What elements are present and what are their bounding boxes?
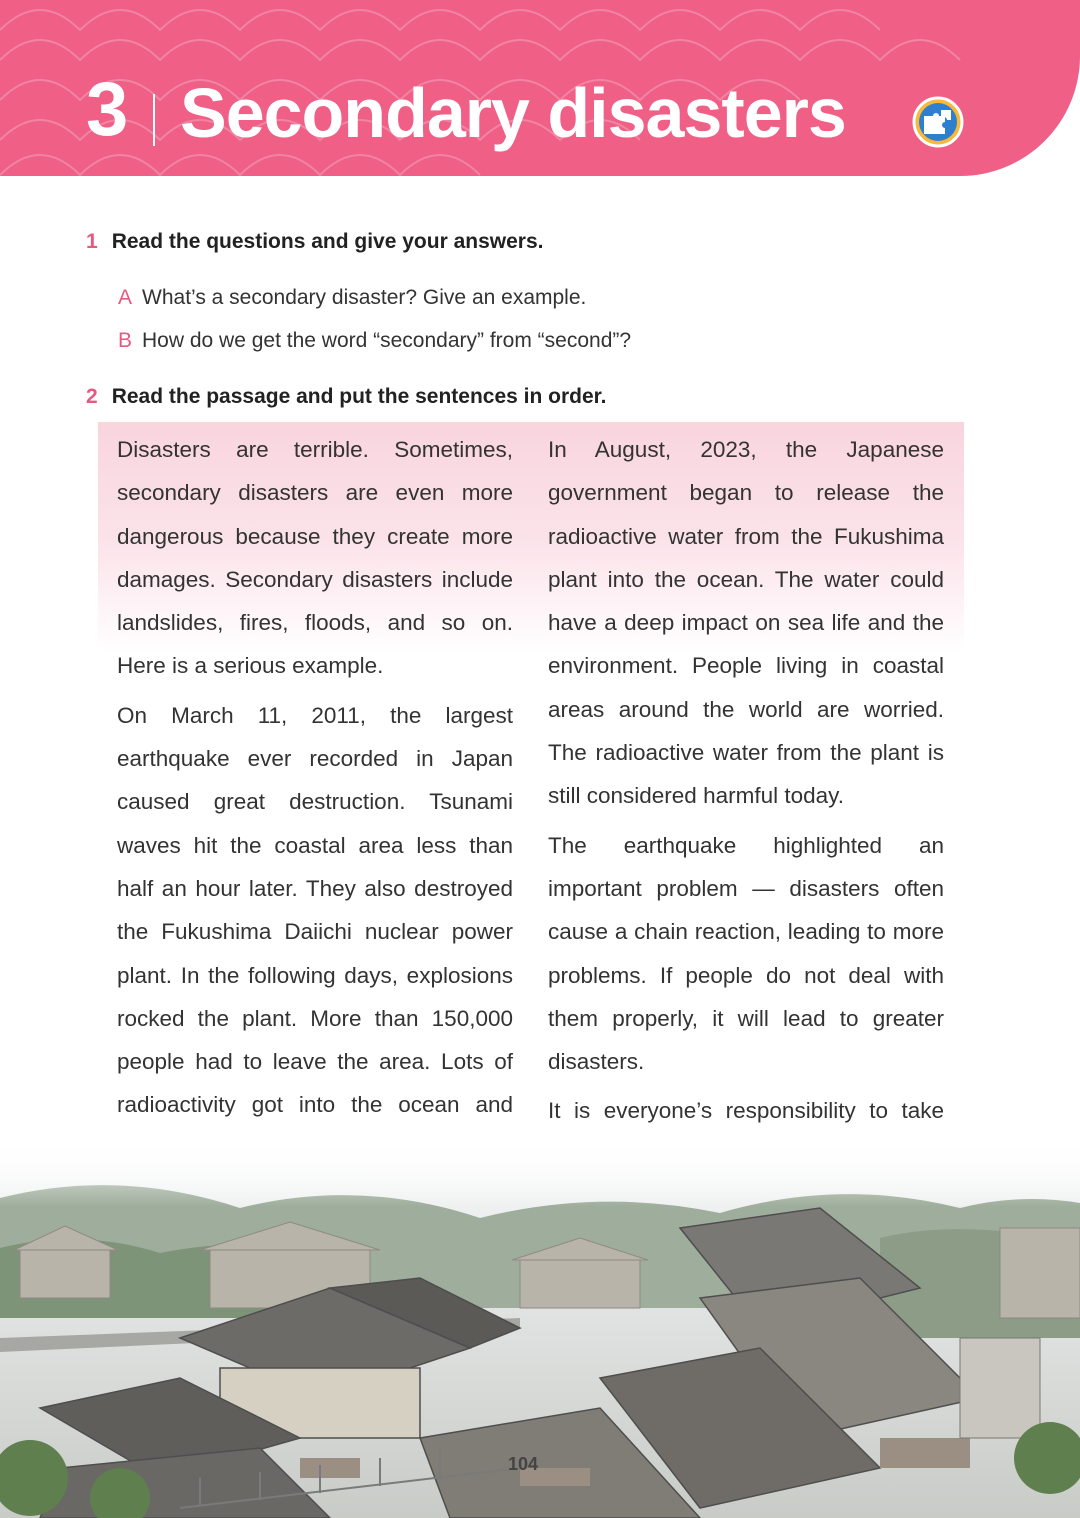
passage-paragraph: The earthquake highlighted an important problem — disasters often cause a chain reaction, leading to more problems. If people do not deal with them properly, it will lead to greater disasters. — [548, 832, 944, 1075]
passage-right-column — [548, 428, 944, 1225]
question-b — [118, 329, 631, 353]
puzzle-globe-icon — [912, 96, 964, 148]
question-letter: B — [118, 329, 133, 352]
question-letter: A — [118, 286, 133, 309]
task-2-instruction: Read the passage and put the sentences in order. — [111, 385, 607, 408]
earthquake-damaged-houses-photo — [0, 1138, 1080, 1518]
question-text: What’s a secondary disaster? Give an example. — [142, 286, 587, 309]
title-divider — [153, 94, 155, 146]
passage-paragraph: In August, 2023, the Japanese government began to release the radioactive water from the Fukushima plant into the ocean. The water could have a deep impact on sea life and the environment. People living in coastal areas around the world are worried. The radioactive water from the plant is still considered harmful today. — [548, 437, 944, 809]
passage-paragraph: Disasters are terrible. Sometimes, secondary disasters are even more dangerous because they create more damages. Secondary disasters include landslides, fires, floods, and so on. Here is a serious example. — [117, 437, 513, 679]
task-1-instruction: Read the questions and give your answers. — [111, 230, 544, 253]
page-number: 104 — [508, 1454, 539, 1474]
question-text: How do we get the word “secondary” from “second”? — [142, 329, 632, 352]
passage-paragraph: It is everyone’s responsibility to take — [548, 1098, 944, 1124]
task-2-number: 2 — [86, 385, 98, 408]
chapter-banner — [0, 0, 1080, 176]
page-title: Secondary disasters — [180, 74, 846, 152]
task-1-number: 1 — [86, 230, 98, 253]
passage-left-column — [117, 428, 513, 1176]
passage-paragraph: On March 11, 2011, the largest earthquake ever recorded in Japan caused great destruction. Tsunami waves hit the coastal area less than half an hour later. They also destroyed the Fukushima Daiichi nuclear power plant. In the following days, explosions rocked the plant. More than 150,000 people had to leave the area. Lots of radioactivity got into the ocean and — [117, 702, 513, 1118]
task-1-heading — [86, 230, 543, 254]
chapter-number: 3 — [86, 67, 129, 152]
task-2-heading — [86, 385, 607, 409]
question-a — [118, 286, 586, 310]
